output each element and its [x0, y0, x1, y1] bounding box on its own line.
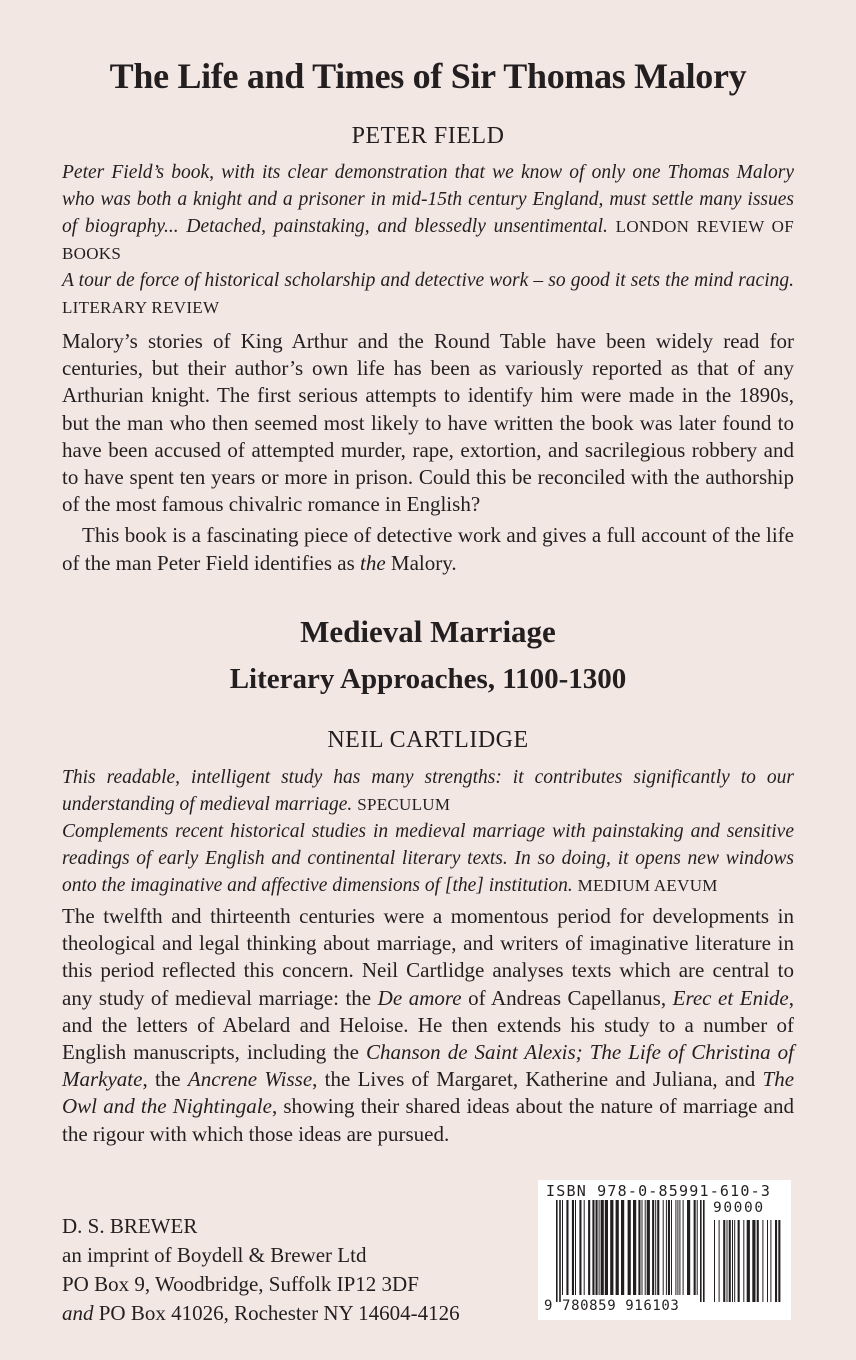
barcode-bar: [642, 1200, 643, 1295]
p2-emphasis: the: [360, 550, 386, 575]
barcode-bar: [719, 1220, 720, 1302]
barcode-bar: [601, 1200, 604, 1295]
ean-digits: 9 780859 916103: [544, 1298, 680, 1314]
barcode-bar: [770, 1220, 771, 1302]
book2-description-text: [62, 903, 794, 1148]
isbn-barcode: [538, 1180, 791, 1320]
quote-source: SPECULUM: [357, 795, 451, 814]
barcode-bar: [566, 1200, 568, 1295]
quote-source: LITERARY REVIEW: [62, 298, 220, 317]
quote-source: LONDON REVIEW OF BOOKS: [62, 217, 795, 263]
barcode-bar: [694, 1200, 696, 1295]
barcode-bar: [775, 1220, 777, 1302]
publisher-line-1: an imprint of Boydell & Brewer Ltd: [62, 1243, 367, 1267]
barcode-bar: [562, 1200, 563, 1295]
publisher-line-2: PO Box 9, Woodbridge, Suffolk IP12 3DF: [62, 1272, 419, 1296]
publisher-line-3-rest: PO Box 41026, Rochester NY 14604-4126: [93, 1301, 460, 1325]
book2-quote-2: [62, 818, 794, 899]
barcode-bar: [714, 1220, 715, 1302]
barcode-bar: [747, 1220, 750, 1302]
barcode-bar: [628, 1200, 631, 1295]
barcode-bar: [671, 1200, 672, 1295]
desc-title-ancrene-wisse: Ancrene Wisse: [187, 1067, 313, 1092]
barcode-bar: [727, 1220, 728, 1302]
book1-quote-2: [62, 267, 794, 321]
barcode-bar: [752, 1220, 755, 1302]
desc-title-de-amore: De amore: [377, 985, 462, 1010]
barcode-bar: [666, 1200, 667, 1295]
p2-text: This book is a fascinating piece of detective work and gives a full account of the life of the man Peter Field identifies as: [62, 523, 794, 575]
barcode-bar: [655, 1200, 656, 1295]
barcode-bar: [762, 1220, 763, 1302]
book1-description-p2: [62, 522, 794, 576]
price-code: 90000: [713, 1200, 765, 1216]
barcode-bar: [572, 1200, 574, 1295]
desc-text: , showing their shared ideas about the nature of marriage and the rigour with which those ideas are pursued.: [62, 1094, 795, 1146]
barcode-bar: [559, 1200, 561, 1302]
desc-text: , the: [142, 1067, 188, 1092]
barcode-bar: [652, 1200, 654, 1295]
book1-title: The Life and Times of Sir Thomas Malory: [109, 56, 747, 96]
book2-quote-1: [62, 764, 794, 818]
publisher-name: D. S. BREWER: [62, 1214, 198, 1238]
desc-text: , and the letters of Abelard and Heloise. He then extends his study to a number of English manuscripts, including the: [62, 985, 794, 1065]
barcode-bar: [734, 1220, 735, 1302]
barcode-bar: [732, 1220, 733, 1302]
barcode-bar: [743, 1220, 744, 1302]
desc-text: The twelfth and thirteenth centuries were a momentous period for developments in theological and legal thinking about marriage, and writers of imaginative literature in this period reflected this concern. Neil Cartlidge analyses texts which are central to any study of medieval marriage: the: [62, 904, 794, 1010]
publisher-line-3: [62, 1299, 460, 1328]
isbn-label: ISBN 978-0-85991-610-3: [546, 1182, 772, 1200]
book2-description: [62, 903, 794, 1148]
barcode-bar: [596, 1200, 598, 1295]
quote-source: MEDIUM AEVUM: [577, 876, 718, 895]
desc-title-alexis-christina: Chanson de Saint Alexis; The Life of Christina of Markyate: [62, 1040, 794, 1092]
barcode-bar: [605, 1200, 608, 1295]
barcode-bar: [556, 1200, 558, 1302]
barcode-bar: [616, 1200, 619, 1295]
barcode-bar: [621, 1200, 624, 1295]
quote-text: Complements recent historical studies in medieval marriage with painstaking and sensitive readings of early English and continental literary texts. In so doing, it opens new windows onto the imaginative and affective dimensions of [the] institution.: [62, 821, 794, 896]
barcode-bar: [657, 1200, 659, 1295]
desc-title-owl-nightingale: The Owl and the Nightingale: [62, 1067, 795, 1119]
barcode-bar: [697, 1200, 698, 1295]
barcode-bar: [687, 1200, 690, 1295]
quote-text: Peter Field’s book, with its clear demonstration that we know of only one Thomas Malory who was both a knight and a prisoner in mid-15th century England, must settle many issues of biography... Detached, painstaking, and blessedly unsentimental.: [62, 162, 794, 237]
barcode-bar: [778, 1220, 780, 1302]
barcode-bar: [584, 1200, 585, 1295]
book1-quote-1: [62, 159, 794, 267]
barcode-bar: [757, 1220, 759, 1302]
barcode-bar: [575, 1200, 576, 1295]
barcode-bar: [633, 1200, 636, 1295]
barcode-bar: [683, 1200, 684, 1295]
desc-text: , the Lives of Margaret, Katherine and Juliana, and: [312, 1067, 763, 1092]
book1-description-p1: Malory’s stories of King Arthur and the Round Table have been widely read for centuries, but their author’s own life has been as variously reported as that of any Arthurian knight. The first serious attempts to identify him were made in the 1890s, but the man who then seemed most likely to have written the book was later found to have been accused of attempted murder, rape, extortion, and sacrilegious robbery and to have spent ten years or more in prison. Could this be reconciled with the authorship of the most famous chivalric romance in English?: [62, 329, 794, 517]
desc-title-erec: Erec et Enide: [672, 985, 789, 1010]
barcode-bar: [738, 1220, 740, 1302]
barcode-bar: [647, 1200, 650, 1295]
barcode-bar: [663, 1200, 664, 1295]
barcode-bar: [645, 1200, 646, 1295]
barcode-bar: [592, 1200, 594, 1295]
book1-quotes: [62, 159, 794, 321]
publisher-line-3-em: and: [62, 1301, 94, 1325]
book1-description: [62, 328, 794, 577]
barcode-bar: [675, 1200, 676, 1295]
publisher-imprint: [62, 1212, 460, 1328]
book1-author: PETER FIELD: [351, 123, 505, 149]
barcode-bar: [638, 1200, 640, 1295]
barcode-bar: [677, 1200, 678, 1295]
desc-text: of Andreas Capellanus,: [461, 985, 673, 1010]
barcode-bar: [588, 1200, 590, 1295]
barcode-bar: [703, 1200, 705, 1302]
p2-text-end: Malory.: [385, 550, 457, 575]
book2-title: Medieval Marriage: [300, 614, 556, 649]
barcode-bar: [579, 1200, 581, 1295]
barcode-bar: [599, 1200, 600, 1295]
barcode-bar: [668, 1200, 670, 1295]
book2-author: NEIL CARTLIDGE: [327, 727, 529, 753]
book2-quotes: [62, 764, 794, 899]
quote-text: A tour de force of historical scholarship and detective work – so good it sets the mind racing.: [62, 270, 794, 291]
barcode-bar: [610, 1200, 613, 1295]
barcode-bar: [679, 1200, 680, 1295]
barcode-bar: [767, 1220, 768, 1302]
quote-text: This readable, intelligent study has many strengths: it contributes significantly to our understanding of medieval marriage.: [62, 767, 794, 815]
barcode-bar: [723, 1220, 725, 1302]
book2-subtitle: Literary Approaches, 1100-1300: [229, 663, 627, 695]
barcode-bar: [729, 1220, 731, 1302]
barcode-bar: [700, 1200, 702, 1302]
